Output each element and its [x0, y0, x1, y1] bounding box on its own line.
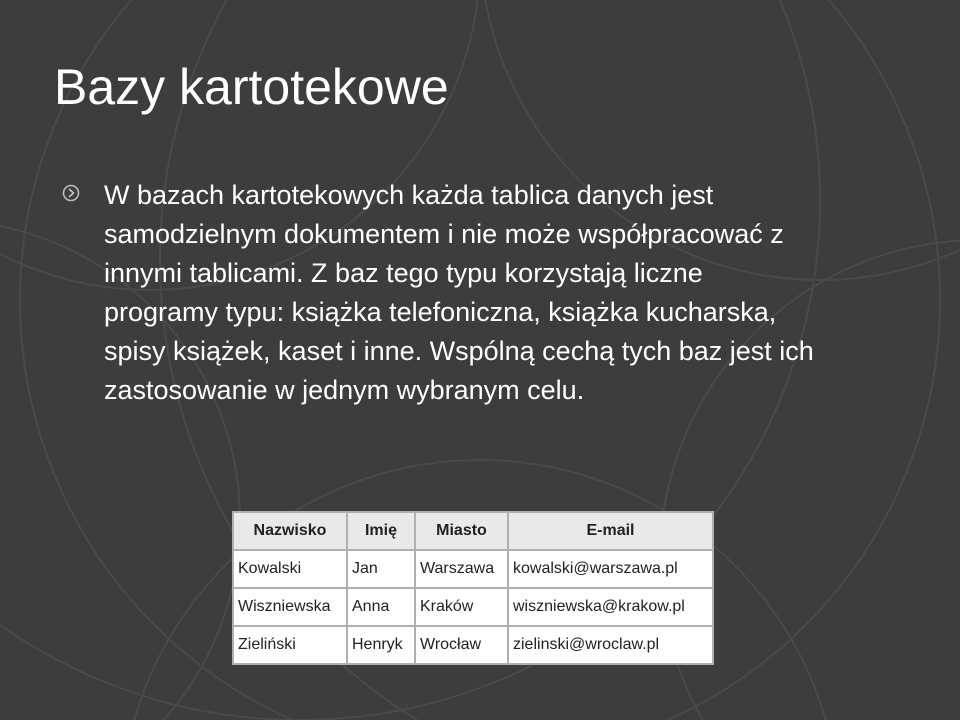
header-nazwisko: Nazwisko — [233, 512, 347, 550]
table-row — [233, 550, 713, 588]
cell-imie: Henryk — [347, 626, 415, 664]
circle-arrow-icon — [62, 184, 80, 202]
cell-email: wiszniewska@krakow.pl — [508, 588, 713, 626]
header-email: E-mail — [508, 512, 713, 550]
slide-title: Bazy kartotekowe — [54, 59, 449, 115]
table-header-row — [233, 512, 713, 550]
table-row — [233, 626, 713, 664]
bullet-text: W bazach kartotekowych każda tablica danych jest samodzielnym dokumentem i nie może współpracować z innymi tablicami. Z baz tego typu korzystają liczne programy typu: książka telefoniczna, książka kucharska, spisy książek, kaset i inne. Wspólną cechą tych baz jest ich zastosowanie w jednym wybranym celu. — [104, 180, 814, 405]
cell-email: zielinski@wroclaw.pl — [508, 626, 713, 664]
contacts-table — [232, 511, 714, 665]
cell-nazwisko: Wiszniewska — [233, 588, 347, 626]
cell-imie: Jan — [347, 550, 415, 588]
bullet-item — [62, 176, 822, 410]
header-imie: Imię — [347, 512, 415, 550]
cell-email: kowalski@warszawa.pl — [508, 550, 713, 588]
table-row — [233, 588, 713, 626]
header-miasto: Miasto — [415, 512, 508, 550]
cell-miasto: Kraków — [415, 588, 508, 626]
cell-miasto: Warszawa — [415, 550, 508, 588]
cell-nazwisko: Kowalski — [233, 550, 347, 588]
cell-imie: Anna — [347, 588, 415, 626]
cell-miasto: Wrocław — [415, 626, 508, 664]
cell-nazwisko: Zieliński — [233, 626, 347, 664]
